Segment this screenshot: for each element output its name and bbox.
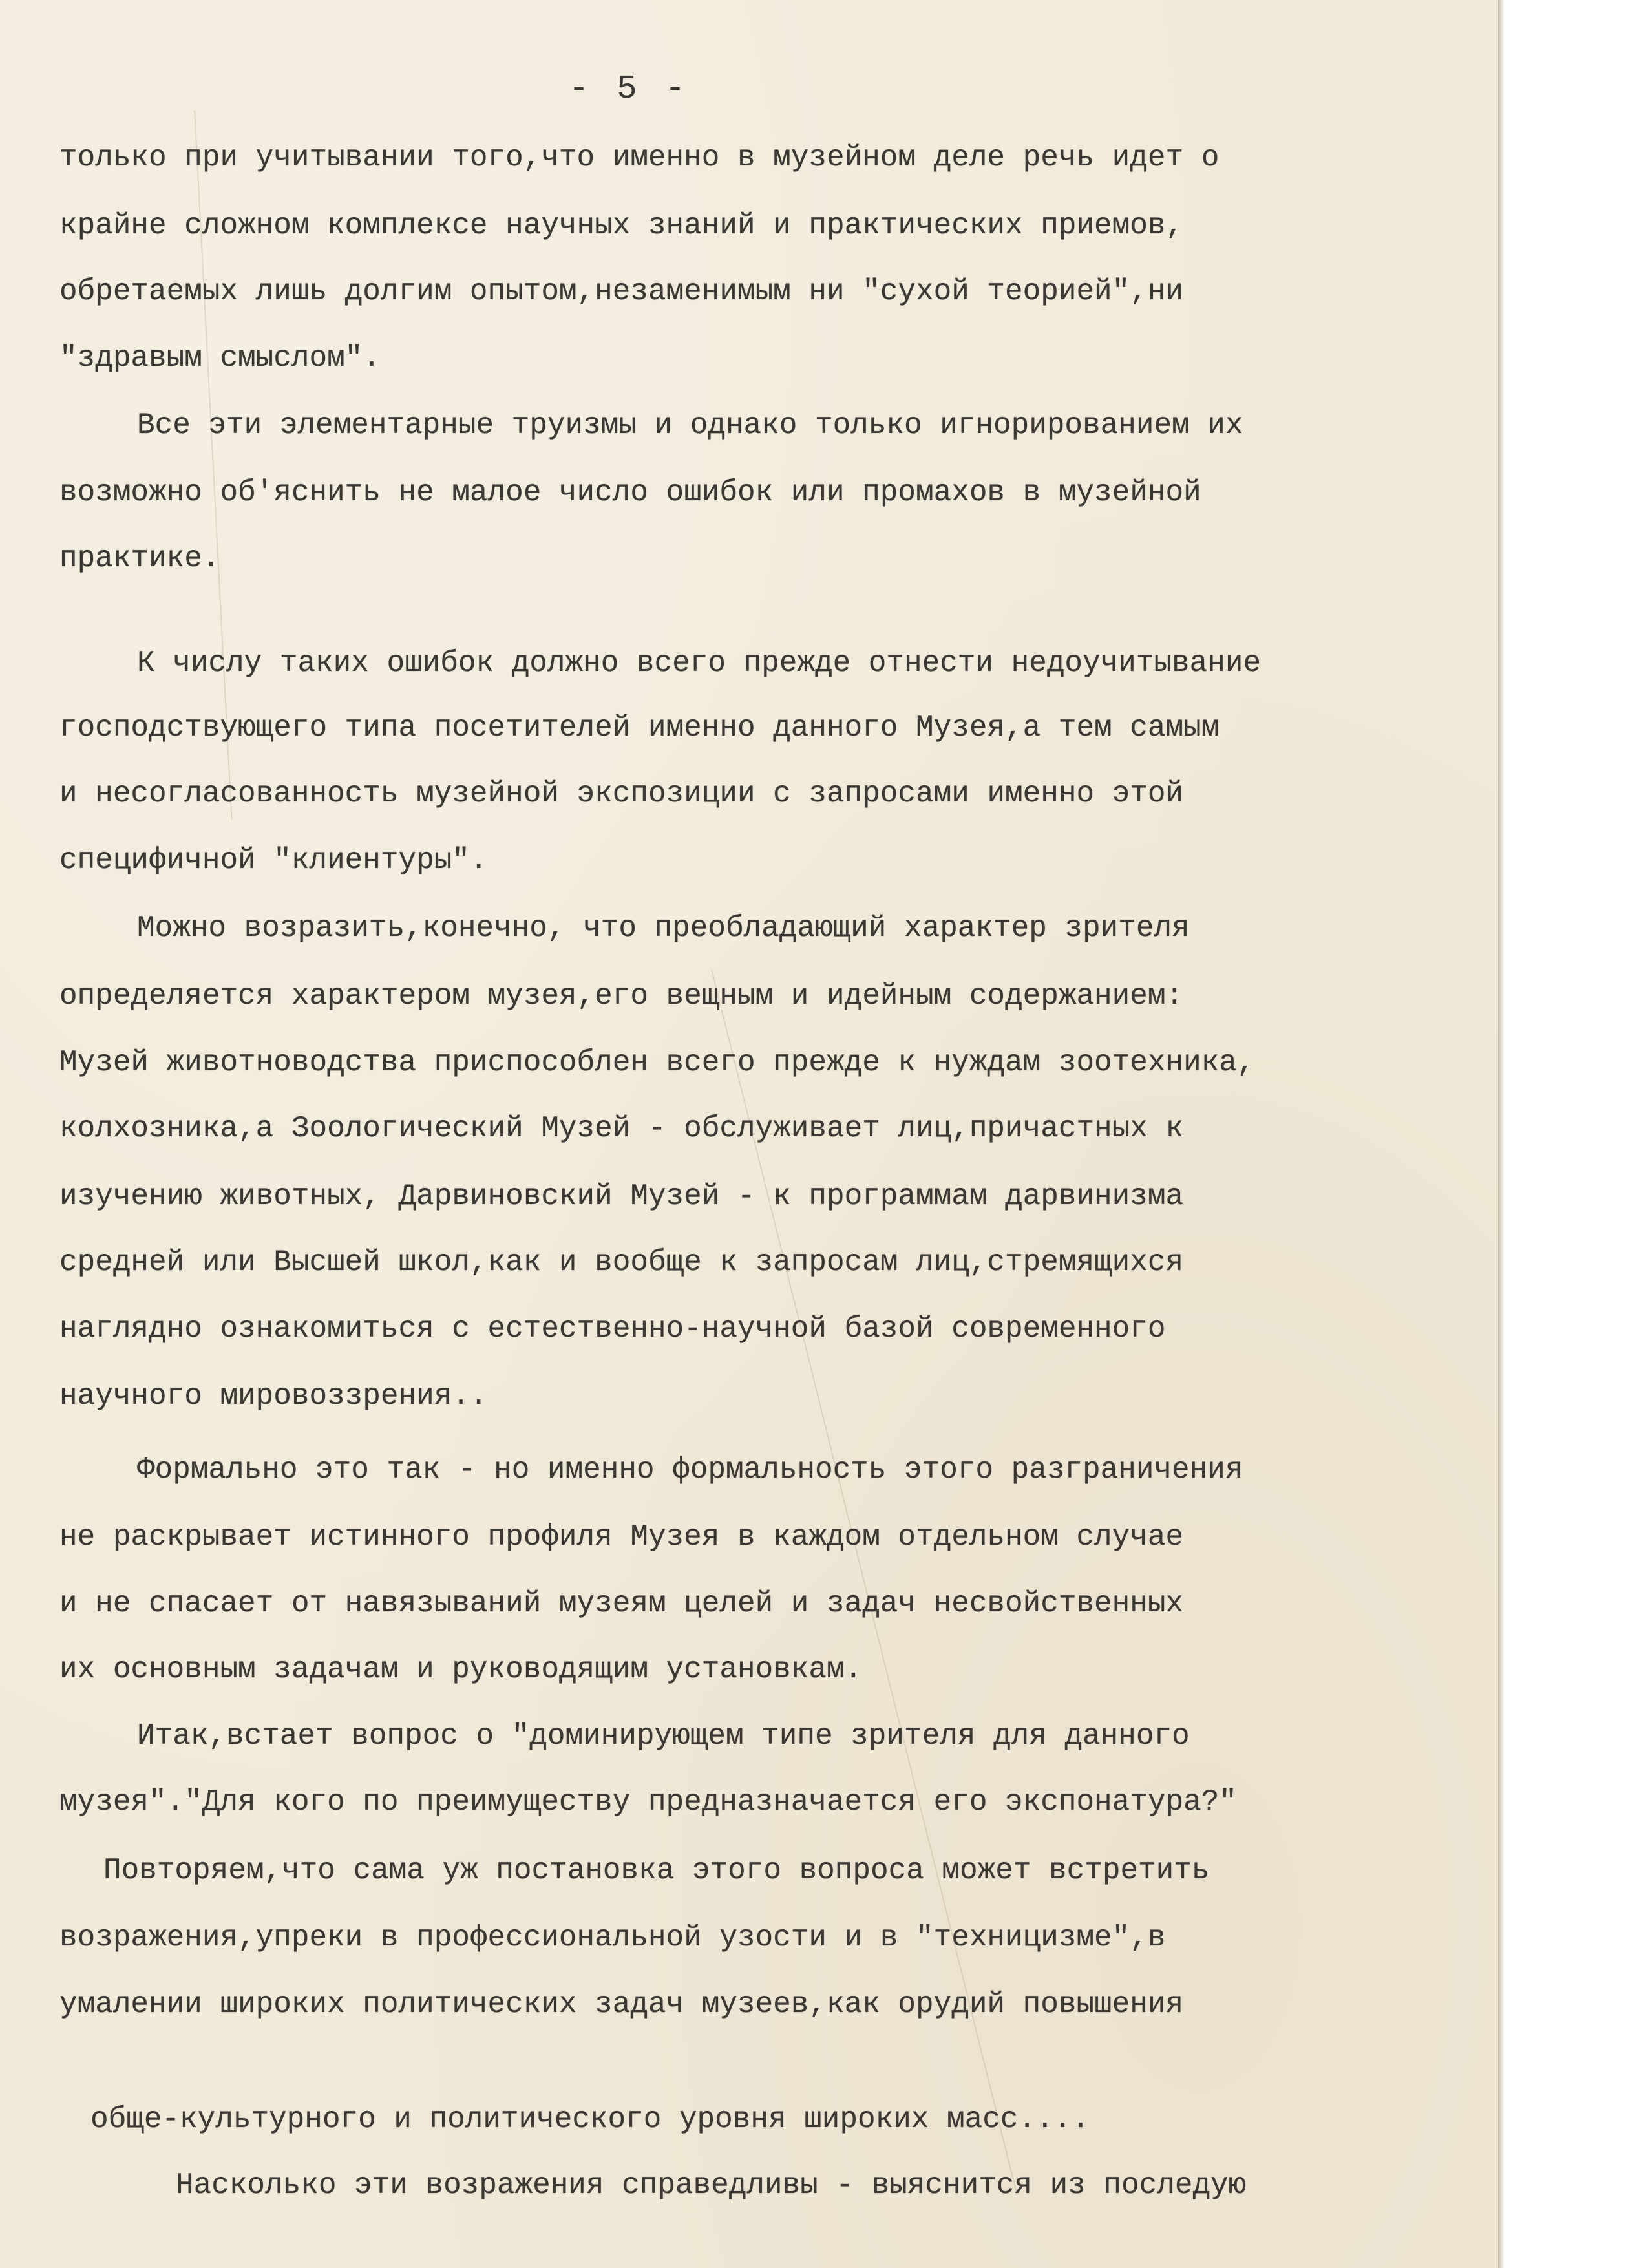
paper-edge xyxy=(1498,0,1505,2268)
text-line: возражения,упреки в профессиональной узости и в "техницизме",в xyxy=(59,1921,1166,1955)
text-line: только при учитывании того,что именно в музейном деле речь идет о xyxy=(59,141,1220,175)
text-line: Повторяем,что сама уж постановка этого вопроса может встретить xyxy=(103,1854,1210,1887)
text-line: господствующего типа посетителей именно данного Музея,а тем самым xyxy=(59,711,1220,745)
text-line: и не спасает от навязываний музеям целей и задач несвойственных xyxy=(59,1587,1184,1620)
text-line: не раскрывает истинного профиля Музея в каждом отдельном случае xyxy=(59,1520,1184,1554)
text-line: музея"."Для кого по преимуществу предназначается его экспонатура?" xyxy=(59,1785,1237,1819)
text-line: специфичной "клиентуры". xyxy=(59,843,488,877)
text-line: определяется характером музея,его вещным и идейным содержанием: xyxy=(59,979,1184,1013)
text-line: их основным задачам и руководящим установкам. xyxy=(59,1653,863,1686)
text-line: обретаемых лишь долгим опытом,незаменимым ни "сухой теорией",ни xyxy=(59,275,1184,308)
text-line: "здравым смыслом". xyxy=(59,341,381,375)
text-line: умалении широких политических задач музеев,как орудий повышения xyxy=(59,1987,1184,2021)
text-line: практике. xyxy=(59,542,220,575)
text-line: Насколько эти возражения справедливы - выяснится из последую xyxy=(176,2168,1247,2202)
text-line: и несогласованность музейной экспозиции с запросами именно этой xyxy=(59,777,1184,811)
text-line: возможно об'яснить не малое число ошибок или промахов в музейной xyxy=(59,476,1201,509)
text-line: изучению животных, Дарвиновский Музей - к программам дарвинизма xyxy=(59,1180,1184,1213)
text-line: Все эти элементарные труизмы и однако только игнорированием их xyxy=(137,408,1243,442)
text-line: Формально это так - но именно формальность этого разграничения xyxy=(137,1453,1243,1487)
text-line: крайне сложном комплексе научных знаний и практических приемов, xyxy=(59,209,1184,242)
text-line: Музей животноводства приспособлен всего прежде к нуждам зоотехника, xyxy=(59,1046,1255,1079)
text-line: колхозника,а Зоологический Музей - обслуживает лиц,причастных к xyxy=(59,1112,1184,1145)
text-line: Итак,встает вопрос о "доминирующем типе зрителя для данного xyxy=(137,1719,1190,1753)
text-line: Можно возразить,конечно, что преобладающий характер зрителя xyxy=(137,911,1190,945)
page-number: - 5 - xyxy=(569,70,690,108)
text-line: научного мировоззрения.. xyxy=(59,1379,488,1413)
text-line: средней или Высшей школ,как и вообще к запросам лиц,стремящихся xyxy=(59,1245,1184,1279)
text-line: обще-культурного и политического уровня широких масс.... xyxy=(90,2103,1090,2136)
text-line: наглядно ознакомиться с естественно-научной базой современного xyxy=(59,1312,1166,1346)
text-line: К числу таких ошибок должно всего прежде отнести недоучитывание xyxy=(137,646,1262,680)
